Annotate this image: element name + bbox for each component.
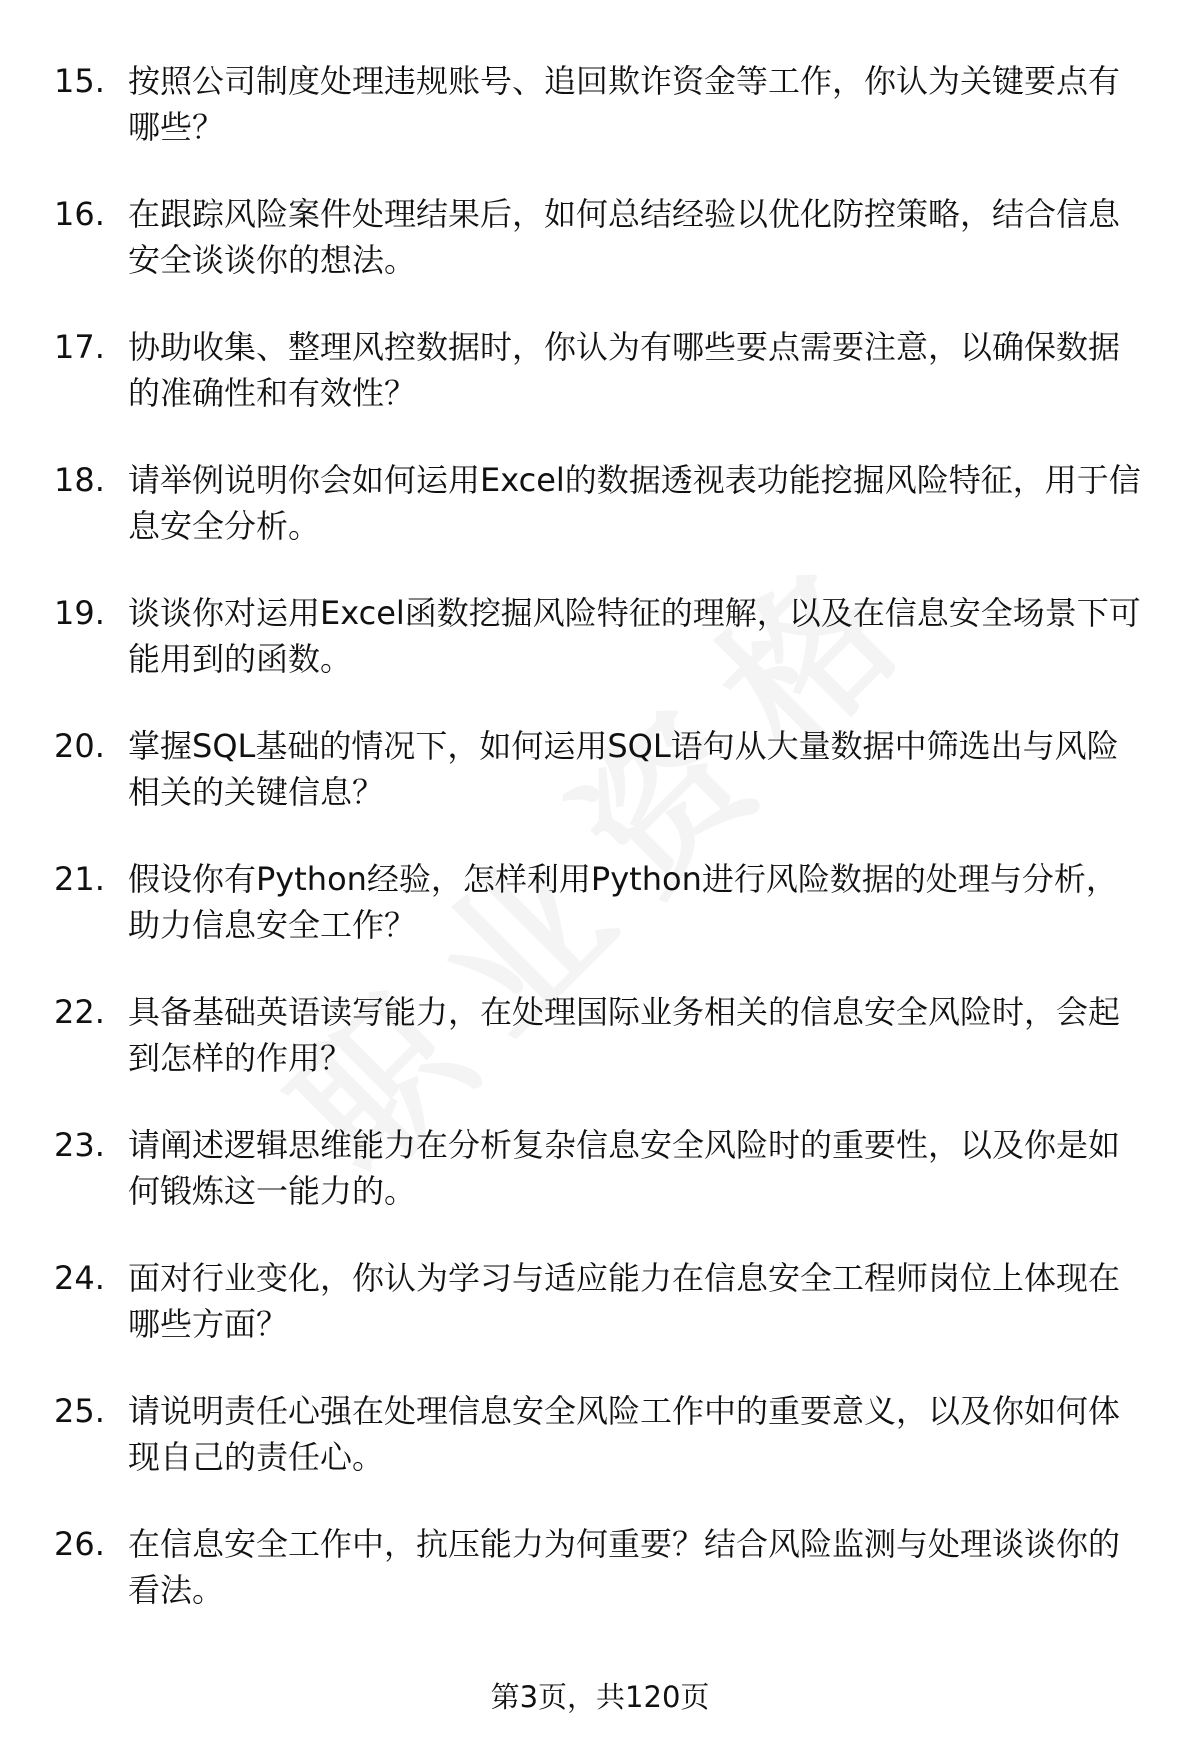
question-number: 22. [54, 993, 105, 1031]
question-item [0, 324, 1200, 457]
question-item [0, 590, 1200, 723]
question-text: 谈谈你对运用Excel函数挖掘风险特征的理解，以及在信息安全场景下可能用到的函数。 [128, 594, 1141, 678]
question-number: 19. [54, 594, 105, 632]
question-text: 具备基础英语读写能力，在处理国际业务相关的信息安全风险时，会起到怎样的作用？ [128, 993, 1121, 1077]
question-item [0, 58, 1200, 191]
question-item [0, 989, 1200, 1122]
page-footer: 第3页，共120页 [490, 1680, 710, 1714]
question-text: 请说明责任心强在处理信息安全风险工作中的重要意义，以及你如何体现自己的责任心。 [128, 1392, 1121, 1476]
question-number: 21. [54, 860, 105, 898]
question-text: 假设你有Python经验，怎样利用Python进行风险数据的处理与分析，助力信息安全工作？ [128, 860, 1118, 944]
question-text: 协助收集、整理风控数据时，你认为有哪些要点需要注意，以确保数据的准确性和有效性？ [128, 328, 1121, 412]
question-text: 面对行业变化，你认为学习与适应能力在信息安全工程师岗位上体现在哪些方面？ [128, 1259, 1121, 1343]
question-item [0, 1255, 1200, 1388]
question-number: 17. [54, 328, 105, 366]
question-number: 18. [54, 461, 105, 499]
question-text: 请阐述逻辑思维能力在分析复杂信息安全风险时的重要性，以及你是如何锻炼这一能力的。 [128, 1126, 1121, 1210]
question-item [0, 1521, 1200, 1654]
question-number: 24. [54, 1259, 105, 1297]
question-item [0, 1122, 1200, 1255]
question-item [0, 1388, 1200, 1521]
question-text: 请举例说明你会如何运用Excel的数据透视表功能挖掘风险特征，用于信息安全分析。 [128, 461, 1141, 545]
question-number: 23. [54, 1126, 105, 1164]
question-text: 按照公司制度处理违规账号、追回欺诈资金等工作，你认为关键要点有哪些？ [128, 62, 1121, 146]
question-text: 在信息安全工作中，抗压能力为何重要？结合风险监测与处理谈谈你的看法。 [128, 1525, 1121, 1609]
question-number: 15. [54, 62, 105, 100]
question-item [0, 457, 1200, 590]
question-number: 20. [54, 727, 105, 765]
question-number: 26. [54, 1525, 105, 1563]
question-item [0, 723, 1200, 856]
question-list [0, 58, 1200, 1654]
question-item [0, 191, 1200, 324]
question-item [0, 856, 1200, 989]
question-text: 掌握SQL基础的情况下，如何运用SQL语句从大量数据中筛选出与风险相关的关键信息？ [128, 727, 1119, 811]
question-text: 在跟踪风险案件处理结果后，如何总结经验以优化防控策略，结合信息安全谈谈你的想法。 [128, 195, 1121, 279]
question-number: 16. [54, 195, 105, 233]
question-number: 25. [54, 1392, 105, 1430]
